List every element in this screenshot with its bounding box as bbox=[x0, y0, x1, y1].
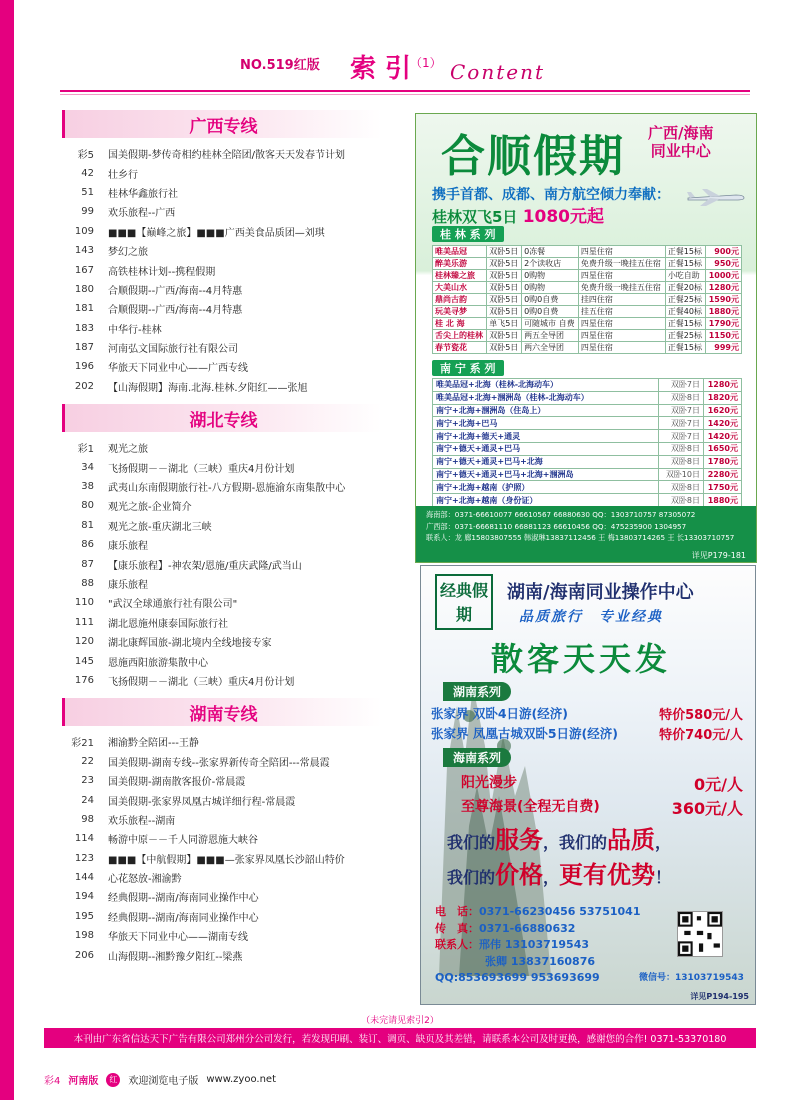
entry-title: 梦幻之旅 bbox=[108, 247, 148, 259]
table-row bbox=[433, 342, 742, 354]
tel-value: 0371-66230456 53751041 bbox=[479, 905, 641, 918]
msg-emph: 价格 bbox=[495, 861, 544, 889]
entry-page-number: 彩1 bbox=[77, 444, 94, 456]
ad1-foot-line: 联系人：龙 廊15803807555 韩淑琳13837112456 王 梅13803714265 王 长13303710757 bbox=[426, 533, 735, 542]
table-cell: 双卧7日 bbox=[659, 379, 704, 392]
qr-code-icon bbox=[677, 911, 723, 957]
table-cell: 免费升级一晚挂五住宿 bbox=[578, 282, 665, 294]
index-entry[interactable] bbox=[62, 202, 382, 221]
table-cell: 四星住宿 bbox=[578, 330, 665, 342]
entry-page-number: 80 bbox=[81, 500, 94, 512]
ad-jingdian[interactable] bbox=[420, 565, 756, 1005]
index-entry[interactable] bbox=[62, 144, 382, 163]
entry-title: 【山海假期】海南.北海.桂林.夕阳红——张旭 bbox=[108, 382, 308, 394]
ad1-guilin-table bbox=[432, 245, 742, 354]
entry-title: 观光之旅-重庆湖北三峡 bbox=[108, 521, 212, 533]
entry-page-number: 111 bbox=[74, 616, 94, 628]
page-part: （1） bbox=[410, 56, 442, 70]
table-cell: 1280元 bbox=[704, 379, 742, 392]
entry-title: 欢乐旅程--广西 bbox=[108, 208, 176, 220]
table-cell: 1790元 bbox=[705, 318, 741, 330]
ad2-message bbox=[447, 824, 671, 894]
entry-title: 经典假期--湖南/海南同业操作中心 bbox=[108, 893, 259, 905]
ad1-tab-nanning: 南 宁 系 列 bbox=[432, 360, 504, 376]
table-cell: 1590元 bbox=[705, 294, 741, 306]
entry-title: 观光之旅 bbox=[108, 444, 148, 456]
table-cell: 玩美寻梦 bbox=[433, 306, 487, 318]
ad2-wechat: 微信号：13103719543 bbox=[639, 973, 744, 983]
index-entry[interactable] bbox=[62, 357, 382, 376]
issue-number: NO.519红版 bbox=[240, 58, 320, 73]
ad2-route-price: 特价580元/人 bbox=[659, 708, 743, 723]
index-entry[interactable] bbox=[62, 299, 382, 318]
entry-page-number: 110 bbox=[74, 597, 94, 609]
table-row bbox=[433, 404, 742, 417]
ad2-hainan-line: 至尊海景(全程无自费) bbox=[461, 799, 600, 815]
fax-value: 0371-66880632 bbox=[479, 921, 576, 935]
section-heading: 湖北专线 bbox=[62, 404, 382, 432]
entry-page-number: 87 bbox=[81, 558, 94, 570]
continued-note: （未完请见索引2） bbox=[361, 1016, 439, 1026]
table-row bbox=[433, 318, 742, 330]
entry-title: 飞扬假期－－湖北（三峡）重庆4月份计划 bbox=[108, 676, 295, 688]
index-entry[interactable] bbox=[62, 613, 382, 632]
table-row bbox=[433, 481, 742, 494]
index-entry[interactable] bbox=[62, 222, 382, 241]
table-cell: 双卧5日 bbox=[487, 282, 522, 294]
msg-emph: 品质 bbox=[607, 826, 656, 854]
entry-page-number: 88 bbox=[81, 578, 94, 589]
ad2-series-hainan: 海南系列 bbox=[443, 748, 511, 767]
table-cell: 双卧5日 bbox=[487, 294, 522, 306]
index-entry[interactable] bbox=[62, 477, 382, 496]
ad1-route-price: 1080元起 bbox=[522, 207, 605, 227]
index-entry[interactable] bbox=[62, 732, 382, 751]
entry-title: 河南弘文国际旅行社有限公司 bbox=[108, 344, 238, 356]
table-cell: 0购物 bbox=[522, 270, 579, 282]
table-cell: 两六全导团 bbox=[522, 342, 579, 354]
msg-emph: 更有优势 bbox=[559, 861, 656, 889]
index-entry[interactable] bbox=[62, 868, 382, 887]
table-cell: 小吃自助 bbox=[665, 270, 705, 282]
entry-page-number: 194 bbox=[74, 891, 94, 903]
entry-page-number: 34 bbox=[81, 461, 94, 473]
entry-title: 康乐旅程 bbox=[108, 580, 148, 591]
msg-text: 我们的 bbox=[447, 833, 496, 852]
table-cell: 双卧7日 bbox=[659, 430, 704, 443]
browse-label: 欢迎浏览电子版 bbox=[128, 1076, 199, 1087]
table-row bbox=[433, 379, 742, 392]
ad2-badge: 经典假期 bbox=[435, 574, 493, 630]
table-cell: 四星住宿 bbox=[578, 318, 665, 330]
index-entry[interactable] bbox=[62, 280, 382, 299]
index-entry[interactable] bbox=[62, 338, 382, 357]
index-entry[interactable] bbox=[62, 771, 382, 790]
index-entry[interactable] bbox=[62, 810, 382, 829]
table-cell: 双卧5日 bbox=[487, 306, 522, 318]
entry-page-number: 180 bbox=[74, 283, 94, 295]
table-cell: 1750元 bbox=[704, 481, 742, 494]
ad1-foot-line: 海南部：0371-66610077 66610567 66880630 QQ：1303710757 87305072 bbox=[426, 510, 696, 519]
table-cell: 双卧5日 bbox=[487, 330, 522, 342]
index-entry[interactable] bbox=[62, 651, 382, 670]
entry-page-number: 23 bbox=[81, 775, 94, 787]
side-magenta-bar bbox=[0, 0, 14, 1100]
entry-title: 国美假期-张家界凤凰古城详细行程-常晨霞 bbox=[108, 796, 296, 808]
ad2-headline: 散客天天发 bbox=[491, 640, 672, 678]
folio-number: 彩4 bbox=[44, 1076, 61, 1087]
table-cell: 双卧10日 bbox=[659, 468, 704, 481]
entry-title: ■■■【中航假期】■■■—张家界凤凰长沙韶山特价 bbox=[108, 854, 345, 866]
table-row bbox=[433, 494, 742, 507]
entry-title: 经典假期--湖南/海南同业操作中心 bbox=[108, 912, 259, 924]
entry-page-number: 42 bbox=[81, 167, 94, 179]
table-cell: 挂五住宿 bbox=[578, 306, 665, 318]
table-cell: 正餐15标 bbox=[665, 342, 705, 354]
entry-title: 心花怒放-湘渝黔 bbox=[108, 874, 182, 886]
index-entry[interactable] bbox=[62, 516, 382, 535]
table-cell: 正餐15标 bbox=[665, 258, 705, 270]
entry-title: 合顺假期--广西/海南--4月特惠 bbox=[108, 305, 243, 317]
publisher-bar: 本刊由广东省信达天下广告有限公司郑州分公司发行，若发现印刷、装订、调页、缺页及其差错，请联系本公司及时更换，感谢您的合作! 0371-53370180 bbox=[44, 1028, 756, 1048]
table-cell: 两五全导团 bbox=[522, 330, 579, 342]
entry-title: 桂林华鑫旅行社 bbox=[108, 188, 178, 200]
index-entry[interactable] bbox=[62, 945, 382, 964]
entry-page-number: 144 bbox=[74, 872, 94, 884]
table-cell: 1150元 bbox=[705, 330, 741, 342]
entry-page-number: 167 bbox=[74, 264, 94, 276]
page-header bbox=[60, 48, 750, 96]
table-cell: 南宁+北海+越南（身份证） bbox=[433, 494, 659, 507]
entry-title: 湖北康辉国旅-湖北境内全线地接专家 bbox=[108, 638, 272, 650]
index-entry[interactable] bbox=[62, 319, 382, 338]
entry-title: 中华行-桂林 bbox=[108, 324, 162, 336]
ad1-foot-line: 广西部：0371-66681110 66881123 66610456 QQ：475235900 1304957 bbox=[426, 521, 687, 531]
index-entry[interactable] bbox=[62, 535, 382, 554]
edition-circle-icon: 红 bbox=[106, 1073, 120, 1087]
msg-text: 我们的 bbox=[447, 868, 496, 887]
table-cell: 1880元 bbox=[704, 494, 742, 507]
entry-page-number: 98 bbox=[81, 813, 94, 825]
entry-title: 湖北恩施州康泰国际旅行社 bbox=[108, 618, 228, 630]
entry-title: 畅游中原－－千人同游恩施大峡谷 bbox=[108, 835, 258, 847]
table-cell: 双卧5日 bbox=[487, 270, 522, 282]
entry-page-number: 51 bbox=[81, 186, 94, 198]
table-cell: 醉美乐游 bbox=[433, 258, 487, 270]
index-entry[interactable] bbox=[62, 593, 382, 612]
table-cell: 唯美品冠+北海（桂林-北海动车） bbox=[433, 379, 659, 392]
table-cell: 1620元 bbox=[704, 404, 742, 417]
ad1-side-line2: 同业中心 bbox=[650, 142, 711, 160]
ad1-route-name: 桂林双飞5日 bbox=[432, 208, 518, 226]
table-cell: 鼎尚古韵 bbox=[433, 294, 487, 306]
entry-title: 康乐旅程 bbox=[108, 541, 148, 553]
entry-page-number: 183 bbox=[74, 322, 94, 334]
table-cell: 正餐25标 bbox=[665, 294, 705, 306]
table-cell: 双卧5日 bbox=[487, 246, 522, 258]
index-entry[interactable] bbox=[62, 907, 382, 926]
table-cell: 双卧8日 bbox=[659, 481, 704, 494]
index-entry[interactable] bbox=[62, 671, 382, 690]
index-entry[interactable] bbox=[62, 241, 382, 260]
index-entry[interactable] bbox=[62, 260, 382, 279]
entry-page-number: 120 bbox=[74, 636, 94, 648]
table-cell: 双卧8日 bbox=[659, 494, 704, 507]
table-cell: 南宁+德天+通灵+巴马+北海+涠洲岛 bbox=[433, 468, 659, 481]
table-cell: 免费升级一晚挂五住宿 bbox=[578, 258, 665, 270]
msg-text: ， bbox=[655, 833, 672, 852]
entry-page-number: 202 bbox=[74, 380, 94, 392]
section-gap bbox=[62, 396, 382, 404]
table-cell: 可随城市 自费 bbox=[522, 318, 579, 330]
table-cell: 0购0自费 bbox=[522, 306, 579, 318]
entry-title: 华旅天下同业中心——湖南专线 bbox=[108, 932, 248, 944]
ad1-nanning-table bbox=[432, 378, 742, 507]
entry-title: "武汉全球通旅行社有限公司" bbox=[108, 599, 238, 611]
table-row bbox=[433, 430, 742, 443]
edition-label: 河南版 bbox=[68, 1076, 99, 1087]
entry-title: 壮乡行 bbox=[108, 169, 138, 181]
header-rule-thin bbox=[60, 94, 750, 95]
entry-title: 山海假期--湘黔豫夕阳红--梁燕 bbox=[108, 951, 243, 963]
ad2-contact bbox=[435, 904, 640, 987]
table-cell: 双卧7日 bbox=[659, 417, 704, 430]
index-entry[interactable] bbox=[62, 496, 382, 515]
entry-page-number: 145 bbox=[74, 655, 94, 667]
table-cell: 桂林臻之旅 bbox=[433, 270, 487, 282]
index-list bbox=[62, 110, 382, 965]
entry-page-number: 22 bbox=[81, 755, 94, 767]
ad2-series-hunan: 湖南系列 bbox=[443, 682, 511, 701]
ad1-side-label bbox=[648, 124, 713, 160]
index-entry[interactable] bbox=[62, 790, 382, 809]
table-cell: 单飞5日 bbox=[487, 318, 522, 330]
ad2-hainan-price: 360元/人 bbox=[671, 799, 743, 818]
index-entry[interactable] bbox=[62, 632, 382, 651]
entry-page-number: 38 bbox=[81, 481, 94, 493]
table-cell: 桂 北 海 bbox=[433, 318, 487, 330]
table-cell: 南宁+德天+通灵+巴马 bbox=[433, 442, 659, 455]
index-entry[interactable] bbox=[62, 926, 382, 945]
ad2-hainan-line: 阳光漫步 bbox=[461, 775, 517, 791]
table-cell: 0购物 bbox=[522, 282, 579, 294]
qq-value: QQ:853693699 953693699 bbox=[435, 971, 600, 984]
table-cell: 1820元 bbox=[704, 391, 742, 404]
contact-value: 邢伟 13103719543 bbox=[479, 938, 590, 951]
ad1-contact-footer bbox=[416, 506, 756, 562]
table-cell: 双卧5日 bbox=[487, 342, 522, 354]
table-cell: 南宁+北海+涠洲岛（住岛上） bbox=[433, 404, 659, 417]
index-entry[interactable] bbox=[62, 554, 382, 573]
ad1-tab-guilin: 桂 林 系 列 bbox=[432, 226, 504, 242]
index-entry[interactable] bbox=[62, 183, 382, 202]
index-entry[interactable] bbox=[62, 887, 382, 906]
page-folio bbox=[44, 1072, 276, 1087]
table-row bbox=[433, 330, 742, 342]
entry-title: 恩施西阳旅游集散中心 bbox=[108, 657, 208, 669]
entry-page-number: 187 bbox=[74, 342, 94, 354]
content-word: Content bbox=[450, 60, 546, 84]
table-row bbox=[433, 270, 742, 282]
entry-title: 国美假期-湖南散客报价-常晨霞 bbox=[108, 777, 246, 789]
table-row bbox=[433, 294, 742, 306]
table-row bbox=[433, 391, 742, 404]
table-cell: 双卧8日 bbox=[659, 455, 704, 468]
table-cell: 1780元 bbox=[704, 455, 742, 468]
table-cell: 2280元 bbox=[704, 468, 742, 481]
index-entry[interactable] bbox=[62, 849, 382, 868]
ad2-route-line: 张家界 凤凰古城双卧5日游(经济) bbox=[431, 726, 618, 741]
index-entry[interactable] bbox=[62, 438, 382, 457]
entry-title: 湘渝黔全陪团---王静 bbox=[108, 738, 199, 750]
table-cell: 南宁+北海+巴马 bbox=[433, 417, 659, 430]
index-entry[interactable] bbox=[62, 457, 382, 476]
contact-value: 张卿 13837160876 bbox=[485, 954, 596, 968]
ad1-route bbox=[432, 202, 604, 227]
entry-page-number: 143 bbox=[74, 245, 94, 257]
table-cell: 正餐20标 bbox=[665, 282, 705, 294]
index-entry[interactable] bbox=[62, 829, 382, 848]
entry-page-number: 198 bbox=[74, 930, 94, 942]
index-entry[interactable] bbox=[62, 752, 382, 771]
airplane-icon bbox=[686, 186, 746, 208]
table-row bbox=[433, 246, 742, 258]
table-cell: 四星住宿 bbox=[578, 246, 665, 258]
entry-page-number: 196 bbox=[74, 361, 94, 373]
table-cell: 双卧5日 bbox=[487, 258, 522, 270]
index-entry[interactable] bbox=[62, 377, 382, 396]
entry-page-number: 彩21 bbox=[71, 738, 94, 750]
table-cell: 1000元 bbox=[705, 270, 741, 282]
table-cell: 唯美品冠+北海+涠洲岛（桂林-北海动车） bbox=[433, 391, 659, 404]
table-cell: 1650元 bbox=[704, 442, 742, 455]
website-link[interactable]: www.zyoo.net bbox=[206, 1074, 276, 1085]
entry-page-number: 彩5 bbox=[77, 150, 94, 162]
entry-title: ■■■【巅峰之旅】■■■广西美食品质团—刘琪 bbox=[108, 227, 325, 239]
ad1-slogan: 携手首都、成都、南方航空倾力奉献： bbox=[432, 187, 670, 203]
table-row bbox=[433, 306, 742, 318]
msg-text: ， bbox=[543, 868, 560, 887]
table-cell: 正餐25标 bbox=[665, 330, 705, 342]
entry-page-number: 176 bbox=[74, 674, 94, 686]
entry-page-number: 181 bbox=[74, 303, 94, 315]
entry-title: 欢乐旅程--湖南 bbox=[108, 815, 176, 827]
table-cell: 南宁+北海+越南（护照） bbox=[433, 481, 659, 494]
msg-text: ，我们的 bbox=[543, 833, 608, 852]
table-cell: 四星住宿 bbox=[578, 270, 665, 282]
table-row bbox=[433, 468, 742, 481]
entry-page-number: 99 bbox=[81, 206, 94, 218]
entry-title: 武夷山东南假期旅行社-八方假期-恩施渝东南集散中心 bbox=[108, 483, 346, 495]
table-cell: 0冻餐 bbox=[522, 246, 579, 258]
table-cell: 950元 bbox=[705, 258, 741, 270]
entry-title: 合顺假期--广西/海南--4月特惠 bbox=[108, 285, 243, 297]
table-cell: 南宁+北海+德天+通灵 bbox=[433, 430, 659, 443]
table-cell: 正餐15标 bbox=[665, 318, 705, 330]
ad1-brand: 合顺假期 bbox=[441, 131, 625, 182]
entry-page-number: 109 bbox=[74, 225, 94, 237]
ad2-slogan: 品质旅行 专业经典 bbox=[519, 609, 663, 625]
tel-label: 电 话： bbox=[435, 905, 479, 918]
entry-title: 国美假期-梦传奇相约桂林全陪团/散客天天发春节计划 bbox=[108, 150, 345, 162]
entry-page-number: 123 bbox=[74, 852, 94, 864]
table-cell: 900元 bbox=[705, 246, 741, 258]
ad2-route-line: 张家界 双卧4日游(经济) bbox=[431, 706, 568, 721]
table-cell: 2个读收店 bbox=[522, 258, 579, 270]
table-cell: 大美山水 bbox=[433, 282, 487, 294]
entry-title: 飞扬假期－－湖北（三峡）重庆4月份计划 bbox=[108, 463, 295, 475]
contact-label: 联系人： bbox=[435, 938, 479, 951]
table-cell: 1420元 bbox=[704, 417, 742, 430]
entry-title: 国美假期-湖南专线--张家界新传奇全陪团---常晨霞 bbox=[108, 757, 330, 769]
entry-page-number: 86 bbox=[81, 539, 94, 551]
section-heading: 广西专线 bbox=[62, 110, 382, 138]
ad2-page-ref: 详见P194-195 bbox=[690, 992, 749, 1001]
table-cell: 四星住宿 bbox=[578, 342, 665, 354]
entry-title: 【康乐旅程】-神农架/恩施/重庆武隆/武当山 bbox=[108, 560, 302, 572]
ad-heshun[interactable] bbox=[415, 113, 757, 563]
entry-page-number: 81 bbox=[81, 519, 94, 531]
index-entry[interactable] bbox=[62, 163, 382, 182]
header-rule bbox=[60, 90, 750, 92]
entry-page-number: 24 bbox=[81, 794, 94, 806]
entry-title: 观光之旅-企业简介 bbox=[108, 502, 192, 514]
table-cell: 正餐15标 bbox=[665, 246, 705, 258]
msg-emph: 服务 bbox=[495, 826, 544, 854]
msg-text: ！ bbox=[655, 868, 672, 887]
table-row bbox=[433, 455, 742, 468]
table-cell: 999元 bbox=[705, 342, 741, 354]
ad1-side-line1: 广西/海南 bbox=[648, 124, 714, 142]
table-cell: 唯美品冠 bbox=[433, 246, 487, 258]
entry-page-number: 114 bbox=[74, 833, 94, 845]
entry-title: 高铁桂林计划--携程假期 bbox=[108, 266, 216, 278]
entry-title: 华旅天下同业中心——广西专线 bbox=[108, 363, 248, 375]
ad2-hainan-price: 0元/人 bbox=[694, 775, 743, 794]
ad1-page-ref: 详见P179-181 bbox=[691, 550, 746, 560]
table-cell: 正餐40标 bbox=[665, 306, 705, 318]
section-heading: 湖南专线 bbox=[62, 698, 382, 726]
table-row bbox=[433, 282, 742, 294]
table-row bbox=[433, 442, 742, 455]
table-row bbox=[433, 258, 742, 270]
table-cell: 舌尖上的桂林 bbox=[433, 330, 487, 342]
table-cell: 春节瓷花 bbox=[433, 342, 487, 354]
ad2-company: 湖南/海南同业操作中心 bbox=[507, 582, 694, 603]
table-cell: 1280元 bbox=[705, 282, 741, 294]
table-cell: 1420元 bbox=[704, 430, 742, 443]
table-cell: 0购0自费 bbox=[522, 294, 579, 306]
table-cell: 挂四住宿 bbox=[578, 294, 665, 306]
index-entry[interactable] bbox=[62, 574, 382, 593]
table-cell: 南宁+德天+通灵+巴马+北海 bbox=[433, 455, 659, 468]
page-title: 索 引 bbox=[350, 54, 412, 84]
ad2-route-price: 特价740元/人 bbox=[659, 728, 743, 743]
table-cell: 双卧8日 bbox=[659, 391, 704, 404]
table-row bbox=[433, 417, 742, 430]
table-cell: 1880元 bbox=[705, 306, 741, 318]
section-gap bbox=[62, 690, 382, 698]
table-cell: 双卧7日 bbox=[659, 404, 704, 417]
entry-page-number: 206 bbox=[74, 949, 94, 961]
table-cell: 双卧8日 bbox=[659, 442, 704, 455]
entry-page-number: 195 bbox=[74, 910, 94, 922]
fax-label: 传 真： bbox=[435, 921, 479, 935]
